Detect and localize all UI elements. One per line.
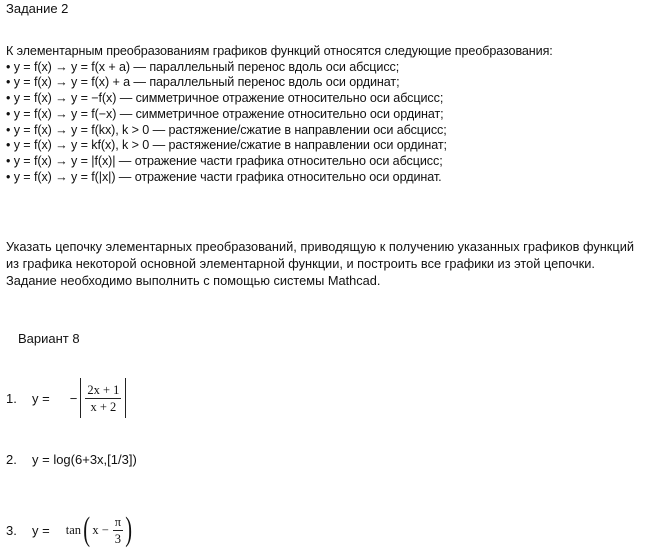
item-number: 3. (6, 522, 17, 538)
formula-item-1 (6, 376, 126, 420)
formula-item-3 (6, 508, 134, 552)
rule-item: • y = f(x) → y = kf(x), k > 0 — растяжение/сжатие в направлении оси ординат; (6, 138, 447, 153)
rule-item: • y = f(x) → y = f(kx), k > 0 — растяжение/сжатие в направлении оси абсцисс; (6, 122, 447, 137)
fraction-numerator: 2x + 1 (87, 382, 120, 397)
absolute-value (80, 378, 126, 418)
argument-text: x − (92, 522, 109, 537)
fraction-denominator: x + 2 (90, 399, 117, 414)
tan-expression (66, 512, 135, 548)
rule-item: • y = f(x) → y = f(x) + a — параллельный перенос вдоль оси ординат; (6, 75, 400, 90)
formula-lhs: y = (32, 522, 50, 538)
rule-item: • y = f(x) → y = f(x + a) — параллельный перенос вдоль оси абсцисс; (6, 59, 400, 74)
rules-list (6, 60, 662, 186)
function-name: tan (65, 522, 81, 537)
page-title: Задание 2 (6, 1, 69, 16)
formula-item-2 (6, 452, 137, 467)
minus-sign: − (69, 390, 78, 406)
rule-item: • y = f(x) → y = f(−x) — симметричное отражение относительно оси ординат; (6, 106, 444, 121)
variant-label: Вариант 8 (18, 331, 80, 346)
item-number: 2. (6, 452, 17, 467)
intro-section (6, 44, 662, 185)
formula-lhs: y = (32, 390, 50, 406)
fraction-numerator: π (114, 514, 122, 529)
item-number: 1. (6, 390, 17, 406)
fraction (113, 514, 123, 547)
left-paren: ( (83, 511, 91, 548)
rule-item: • y = f(x) → y = |f(x)| — отражение части графика относительно оси абсцисс; (6, 153, 443, 168)
rule-item: • y = f(x) → y = −f(x) — симметричное отражение относительно оси абсцисс; (6, 91, 444, 106)
fraction (85, 382, 121, 415)
intro-lead: К элементарным преобразованиям графиков функций относятся следующие преобразования: (6, 44, 553, 58)
fraction-denominator: 3 (114, 531, 122, 546)
rule-item: • y = f(x) → y = f(|x|) — отражение части графика относительно оси ординат. (6, 169, 442, 184)
right-paren: ) (125, 511, 133, 548)
formula-text: y = log(6+3x,[1/3]) (32, 452, 137, 467)
task-text: Указать цепочку элементарных преобразований, приводящую к получению указанных графиков функций из графика некоторой основной элементарной функции, и построить все графики из этой цепочки. Задание необходимо выполнить с помощью системы Mathcad. (6, 239, 635, 288)
